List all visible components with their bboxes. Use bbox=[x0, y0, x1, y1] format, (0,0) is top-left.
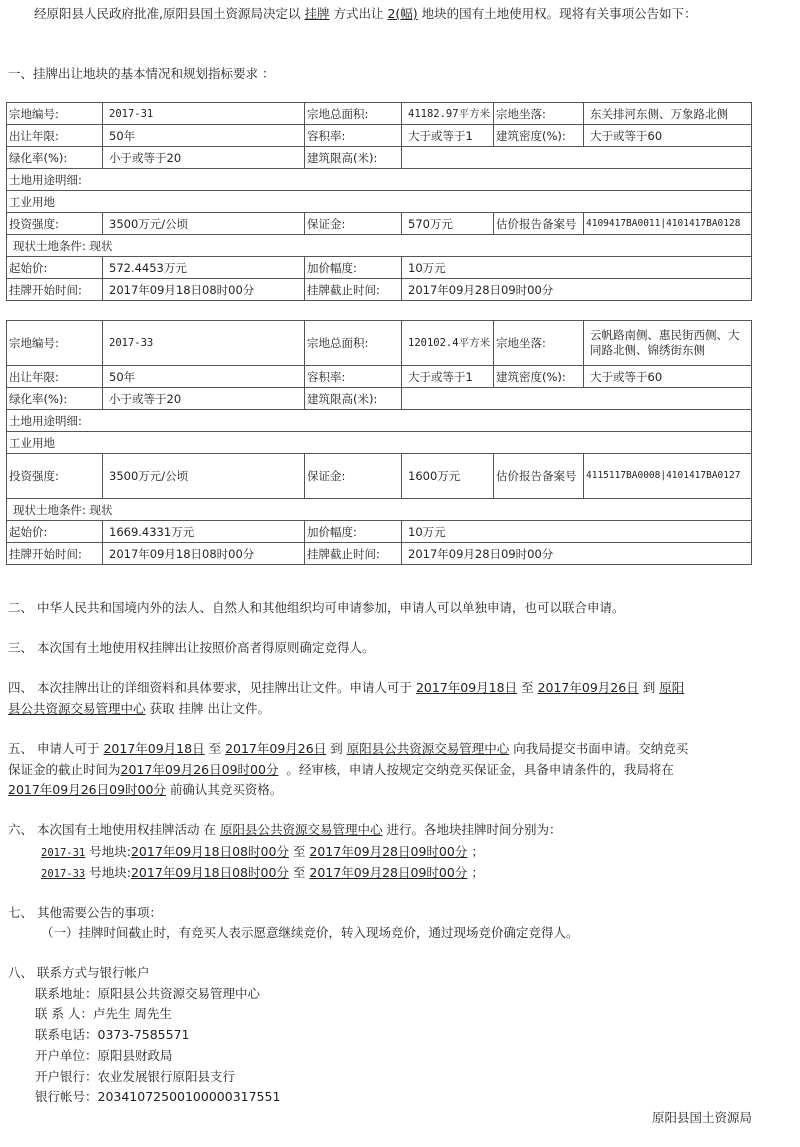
label-total-area: 宗地总面积: bbox=[305, 103, 402, 125]
table-row bbox=[7, 321, 752, 366]
section-5-line-2 bbox=[8, 760, 674, 780]
table-row bbox=[7, 410, 752, 432]
table-row bbox=[7, 125, 752, 147]
section-3: 三、 本次国有土地使用权挂牌出让按照价高者得原则确定竞得人。 bbox=[8, 640, 375, 655]
parcel-table-2 bbox=[6, 320, 752, 565]
status: 现状 bbox=[89, 238, 113, 253]
label-listing-end: 挂牌截止时间: bbox=[305, 543, 402, 565]
far: 大于或等于1 bbox=[402, 125, 494, 147]
label-density: 建筑密度(%): bbox=[494, 366, 584, 388]
s5-text-deadline: 保证金的截止时间为 bbox=[8, 762, 121, 777]
label-parcel-no: 宗地编号: bbox=[7, 103, 103, 125]
s6-schedule-row-1 bbox=[41, 842, 484, 863]
intro-text: 经原阳县人民政府批准,原阳县国土资源局决定以 bbox=[34, 6, 301, 21]
s6-text-end: 进行。各地块挂牌时间分别为： bbox=[386, 822, 562, 837]
height bbox=[402, 147, 752, 169]
s6-tail: ； bbox=[471, 865, 484, 880]
label-status: 现状土地条件: bbox=[13, 502, 86, 517]
s5-text-at: 到 bbox=[330, 741, 343, 756]
start-price: 572.4453万元 bbox=[103, 257, 305, 279]
table-row bbox=[7, 147, 752, 169]
deposit: 1600万元 bbox=[402, 454, 494, 499]
s4-date-2: 2017年09月26日 bbox=[537, 680, 639, 695]
land-use: 工业用地 bbox=[7, 191, 752, 213]
invest: 3500万元/公顷 bbox=[103, 213, 305, 235]
green: 小于或等于20 bbox=[103, 147, 305, 169]
intro-text-mid: 方式出让 bbox=[333, 6, 384, 21]
s6-parcel-no: 2017-31 bbox=[41, 847, 86, 859]
section-5-line-3 bbox=[8, 780, 282, 800]
table-row bbox=[7, 257, 752, 279]
label-green: 绿化率(%): bbox=[7, 388, 103, 410]
section-8-title: 八、 联系方式与银行帐户 bbox=[8, 965, 150, 980]
term: 50年 bbox=[103, 125, 305, 147]
s4-method: 挂牌 bbox=[178, 701, 204, 716]
s6-parcel-no: 2017-33 bbox=[41, 868, 86, 880]
label-increment: 加价幅度: bbox=[305, 521, 402, 543]
s4-date-1: 2017年09月18日 bbox=[415, 680, 518, 695]
section-5-line-1 bbox=[8, 739, 688, 759]
location: 东关排河东侧、万象路北侧 bbox=[584, 103, 752, 125]
s4-text-end: 出让文件。 bbox=[207, 701, 271, 716]
table-row bbox=[7, 521, 752, 543]
intro-method: 挂牌 bbox=[304, 6, 330, 21]
s6-to: 至 bbox=[292, 865, 306, 880]
s6-place: 原阳县公共资源交易管理中心 bbox=[219, 822, 383, 837]
contact-address: 联系地址：原阳县公共资源交易管理中心 bbox=[35, 986, 261, 1001]
table-row bbox=[7, 454, 752, 499]
bank-name: 开户银行：农业发展银行原阳县支行 bbox=[35, 1069, 236, 1084]
label-listing-end: 挂牌截止时间: bbox=[305, 279, 402, 301]
section-7-item: （一）挂牌时间截止时，有竞买人表示愿意继续竞价，转入现场竞价，通过现场竞价确定竞得人。 bbox=[41, 925, 579, 940]
account-holder: 开户单位：原阳县财政局 bbox=[35, 1048, 173, 1063]
increment: 10万元 bbox=[402, 521, 752, 543]
account-number: 银行帐号：20341072500100000317551 bbox=[35, 1089, 281, 1104]
section-1-title: 一、挂牌出让地块的基本情况和规划指标要求 ： bbox=[8, 66, 275, 81]
s5-date-2: 2017年09月26日 bbox=[225, 741, 327, 756]
table-row bbox=[7, 169, 752, 191]
table-row bbox=[7, 366, 752, 388]
table-row bbox=[7, 191, 752, 213]
appraisal-no: 4109417BA0011|4101417BA0128 bbox=[584, 213, 752, 235]
listing-start: 2017年09月18日08时00分 bbox=[103, 543, 305, 565]
label-use-detail: 土地用途明细: bbox=[7, 169, 752, 191]
location: 云帆路南侧、惠民街西侧、大同路北侧、锦绣街东侧 bbox=[584, 321, 752, 366]
listing-end: 2017年09月28日09时00分 bbox=[402, 279, 752, 301]
parcel-no: 2017-31 bbox=[103, 103, 305, 125]
label-start-price: 起始价: bbox=[7, 521, 103, 543]
section-4-line-2 bbox=[8, 699, 270, 719]
label-invest: 投资强度: bbox=[7, 213, 103, 235]
s5-text-end: 前确认其竞买资格。 bbox=[169, 782, 283, 797]
label-listing-start: 挂牌开始时间: bbox=[7, 279, 103, 301]
listing-start: 2017年09月18日08时00分 bbox=[103, 279, 305, 301]
status-row bbox=[7, 235, 752, 257]
label-deposit: 保证金: bbox=[305, 213, 402, 235]
s6-start: 2017年09月18日08时00分 bbox=[130, 844, 289, 859]
s4-place-cont: 县公共资源交易管理中心 bbox=[8, 701, 146, 716]
s5-text-to: 至 bbox=[208, 741, 222, 756]
section-6-line-1 bbox=[8, 820, 561, 840]
label-increment: 加价幅度: bbox=[305, 257, 402, 279]
appraisal-no: 4115117BA0008|4101417BA0127 bbox=[584, 454, 752, 499]
s6-start: 2017年09月18日08时00分 bbox=[130, 865, 289, 880]
s5-place: 原阳县公共资源交易管理中心 bbox=[346, 741, 510, 756]
label-invest: 投资强度: bbox=[7, 454, 103, 499]
s5-date-4: 2017年09月26日09时00分 bbox=[8, 782, 166, 797]
table-row bbox=[7, 432, 752, 454]
label-height: 建筑限高(米): bbox=[305, 388, 402, 410]
s5-text: 五、 申请人可于 bbox=[8, 741, 100, 756]
label-green: 绿化率(%): bbox=[7, 147, 103, 169]
intro-count: 2(幅) bbox=[387, 6, 418, 21]
label-use-detail: 土地用途明细: bbox=[7, 410, 752, 432]
contact-phone: 联系电话：0373-7585571 bbox=[35, 1027, 190, 1042]
label-start-price: 起始价: bbox=[7, 257, 103, 279]
table-row bbox=[7, 543, 752, 565]
listing-end: 2017年09月28日09时00分 bbox=[402, 543, 752, 565]
start-price: 1669.4331万元 bbox=[103, 521, 305, 543]
term: 50年 bbox=[103, 366, 305, 388]
s4-place: 原阳 bbox=[659, 680, 685, 695]
s5-date-1: 2017年09月18日 bbox=[103, 741, 205, 756]
s5-text-review: 。经审核，申请人按规定交纳竞买保证金，具备申请条件的，我局将在 bbox=[286, 762, 674, 777]
parcel-no: 2017-33 bbox=[103, 321, 305, 366]
far: 大于或等于1 bbox=[402, 366, 494, 388]
density: 大于或等于60 bbox=[584, 125, 752, 147]
table-row bbox=[7, 235, 752, 257]
s6-end: 2017年09月28日09时00分 bbox=[309, 865, 468, 880]
s4-text-get: 获取 bbox=[149, 701, 175, 716]
s4-text-at: 到 bbox=[642, 680, 656, 695]
status-row bbox=[7, 499, 752, 521]
label-status: 现状土地条件: bbox=[13, 238, 86, 253]
s6-tail: ； bbox=[471, 844, 484, 859]
label-appraisal: 估价报告备案号 bbox=[494, 454, 584, 499]
table-row bbox=[7, 103, 752, 125]
s6-parcel-label: 号地块: bbox=[89, 844, 131, 859]
status: 现状 bbox=[89, 502, 113, 517]
label-deposit: 保证金: bbox=[305, 454, 402, 499]
label-far: 容积率: bbox=[305, 366, 402, 388]
table-row bbox=[7, 499, 752, 521]
invest: 3500万元/公顷 bbox=[103, 454, 305, 499]
label-term: 出让年限: bbox=[7, 125, 103, 147]
label-location: 宗地坐落: bbox=[494, 103, 584, 125]
signature: 原阳县国土资源局 bbox=[651, 1110, 752, 1125]
section-7-title: 七、 其他需要公告的事项： bbox=[8, 905, 162, 920]
label-total-area: 宗地总面积: bbox=[305, 321, 402, 366]
section-4-line-1 bbox=[8, 678, 684, 698]
intro-text-end: 地块的国有土地使用权。现将有关事项公告如下： bbox=[421, 6, 697, 21]
label-density: 建筑密度(%): bbox=[494, 125, 584, 147]
label-appraisal: 估价报告备案号 bbox=[494, 213, 584, 235]
total-area: 120102.4平方米 bbox=[402, 321, 494, 366]
table-row bbox=[7, 213, 752, 235]
label-far: 容积率: bbox=[305, 125, 402, 147]
total-area: 41182.97平方米 bbox=[402, 103, 494, 125]
intro-paragraph bbox=[8, 3, 756, 24]
section-2: 二、 中华人民共和国境内外的法人、自然人和其他组织均可申请参加，申请人可以单独申请，也可以联合申请。 bbox=[8, 600, 625, 615]
s4-text: 四、 本次挂牌出让的详细资料和具体要求，见挂牌出让文件。申请人可于 bbox=[8, 680, 412, 695]
s6-to: 至 bbox=[292, 844, 306, 859]
label-location: 宗地坐落: bbox=[494, 321, 584, 366]
increment: 10万元 bbox=[402, 257, 752, 279]
table-row bbox=[7, 279, 752, 301]
s6-end: 2017年09月28日09时00分 bbox=[309, 844, 468, 859]
height bbox=[402, 388, 752, 410]
table-row bbox=[7, 388, 752, 410]
density: 大于或等于60 bbox=[584, 366, 752, 388]
s6-parcel-label: 号地块: bbox=[89, 865, 131, 880]
label-listing-start: 挂牌开始时间: bbox=[7, 543, 103, 565]
label-parcel-no: 宗地编号: bbox=[7, 321, 103, 366]
deposit: 570万元 bbox=[402, 213, 494, 235]
s5-text-submit: 向我局提交书面申请。交纳竞买 bbox=[513, 741, 689, 756]
s4-text-to: 至 bbox=[521, 680, 534, 695]
green: 小于或等于20 bbox=[103, 388, 305, 410]
contact-person: 联 系 人：卢先生 周先生 bbox=[35, 1006, 172, 1021]
s6-text: 六、 本次国有土地使用权挂牌活动 在 bbox=[8, 822, 216, 837]
s5-date-3: 2017年09月26日09时00分 bbox=[120, 762, 279, 777]
label-term: 出让年限: bbox=[7, 366, 103, 388]
s6-schedule-row-2 bbox=[41, 863, 484, 884]
parcel-table-1 bbox=[6, 102, 752, 301]
label-height: 建筑限高(米): bbox=[305, 147, 402, 169]
land-use: 工业用地 bbox=[7, 432, 752, 454]
